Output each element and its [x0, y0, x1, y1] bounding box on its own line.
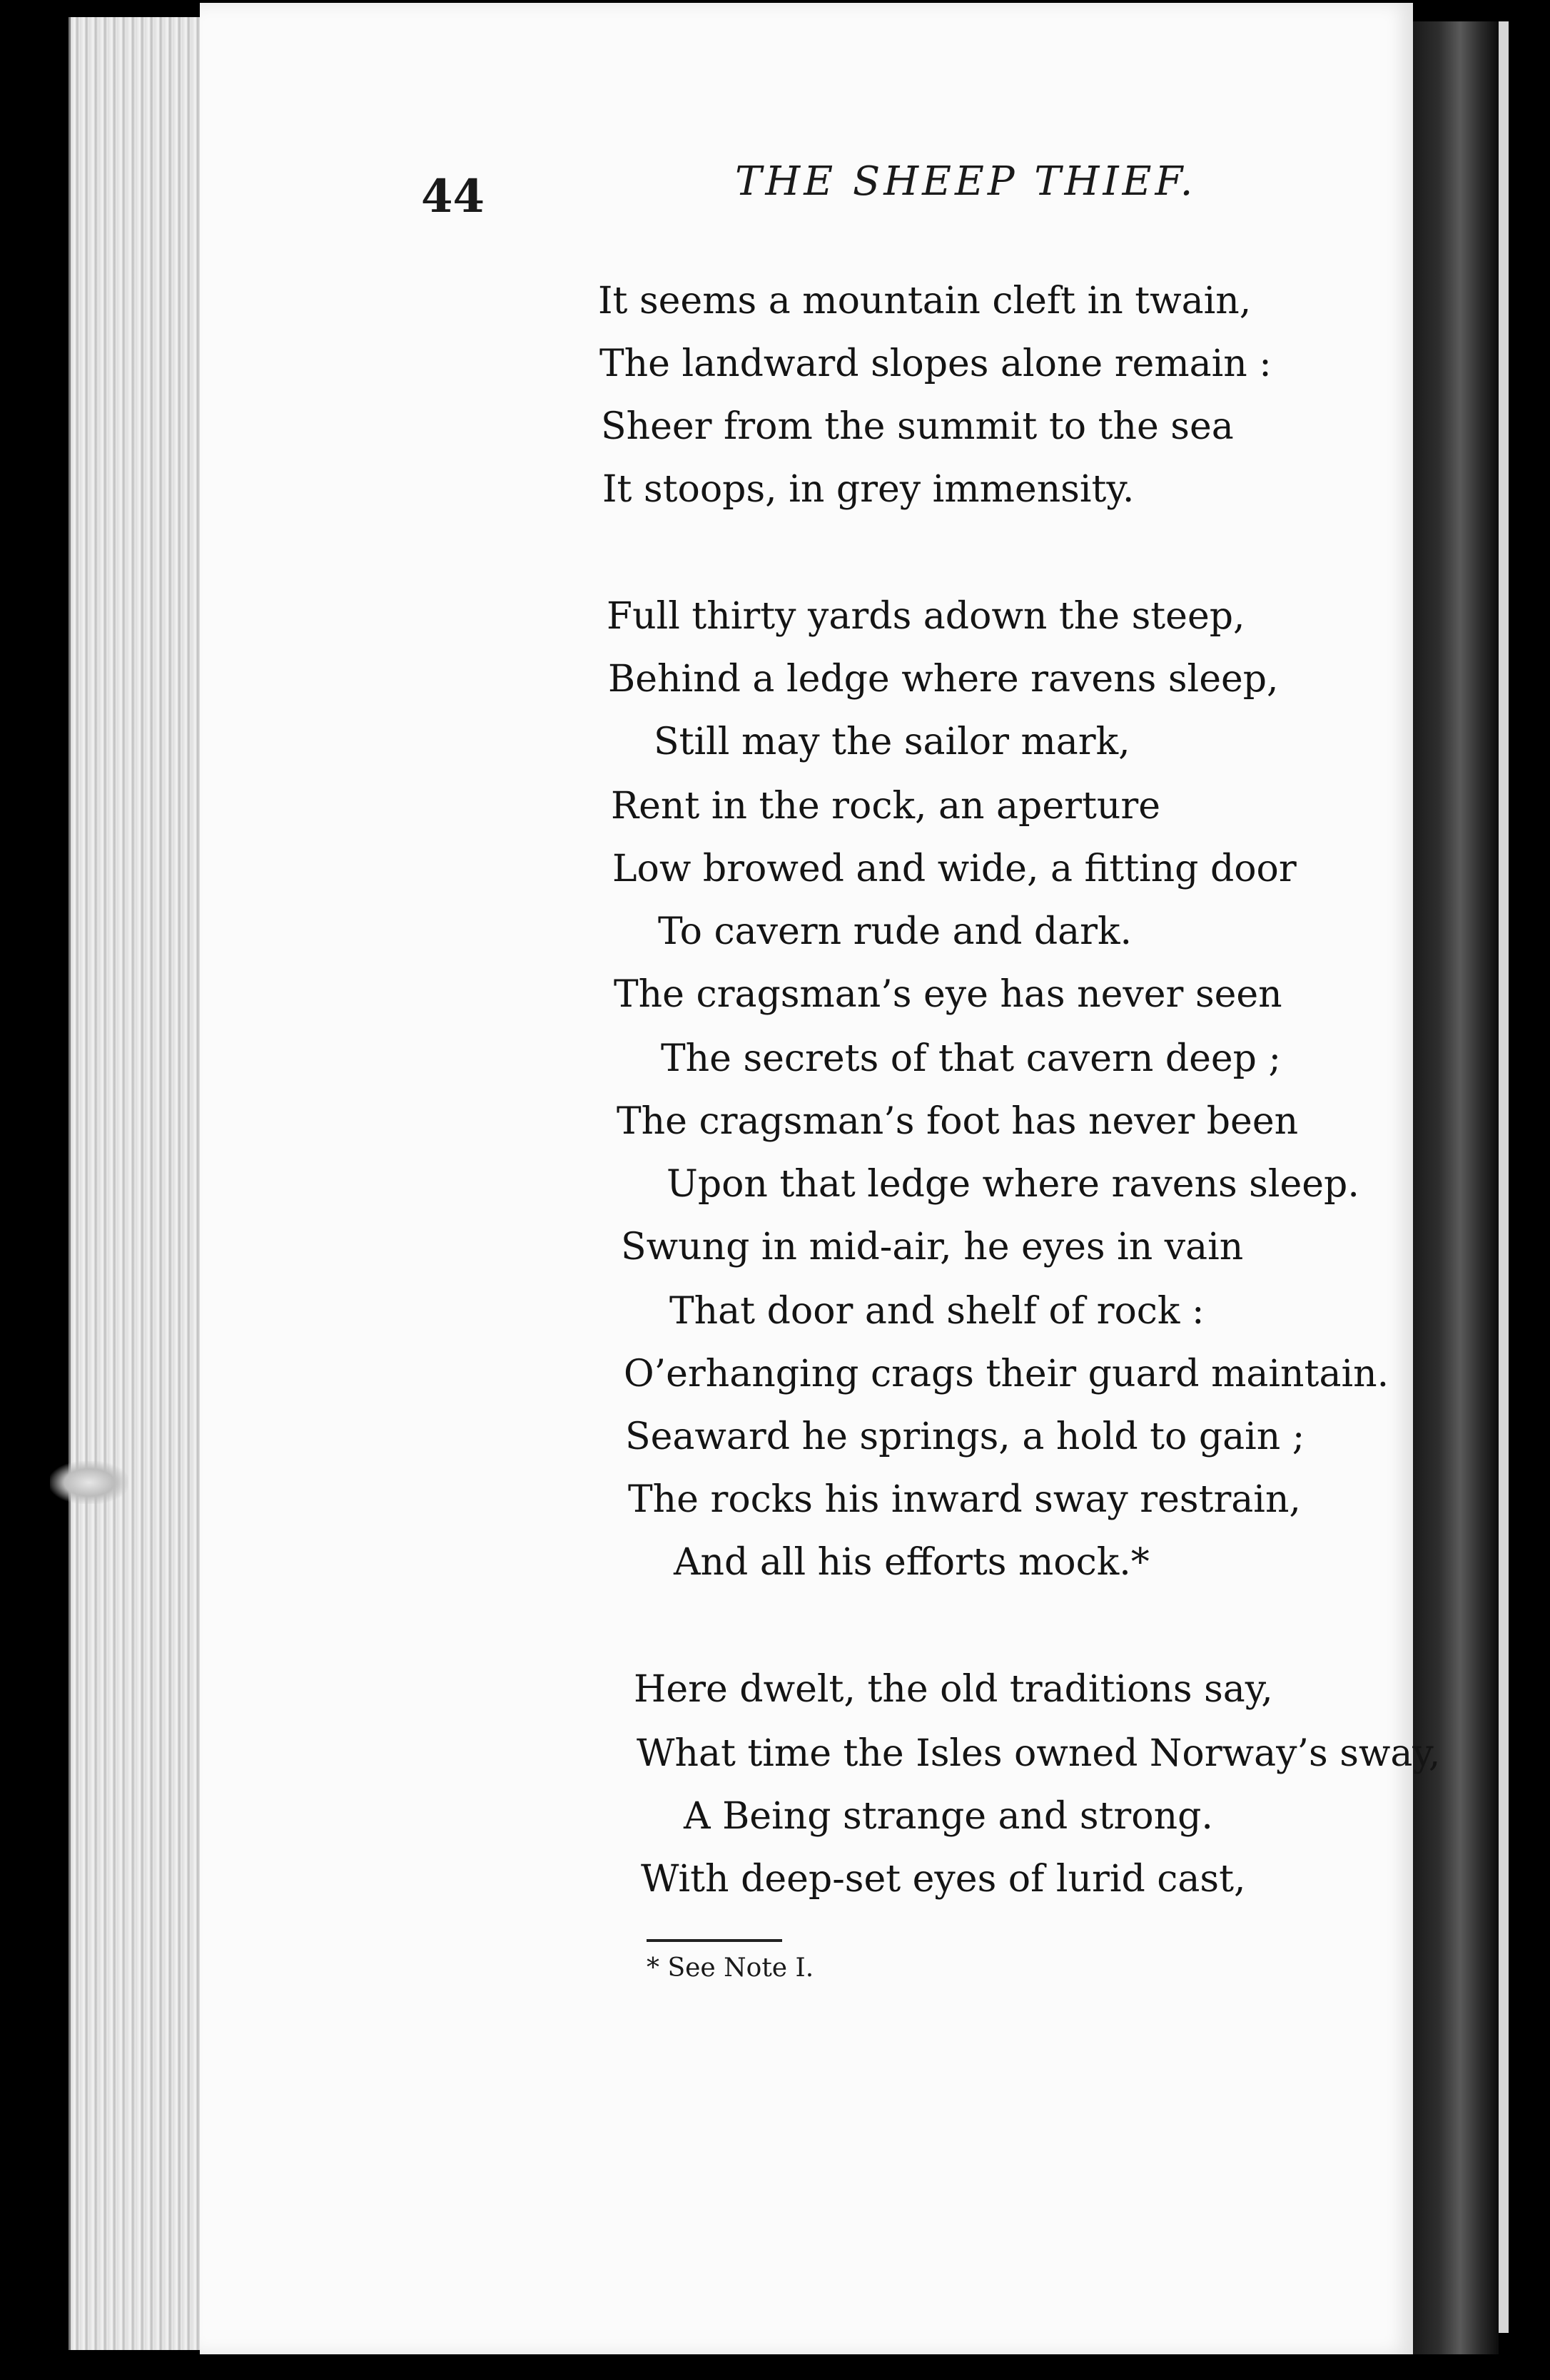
poem-line: With deep-set eyes of lurid cast, [641, 1858, 1246, 1901]
poem-line: A Being strange and strong. [684, 1795, 1213, 1838]
poem-line: Seaward he springs, a hold to gain ; [625, 1415, 1305, 1458]
poem-line: Behind a ledge where ravens sleep, [608, 658, 1279, 701]
poem-line: To cavern rude and dark. [658, 910, 1133, 953]
poem-line: The cragsman’s eye has never seen [614, 973, 1282, 1016]
page-edges [69, 17, 213, 2350]
poem-line: Sheer from the summit to the sea [601, 405, 1234, 448]
poem-line: Still may the sailor mark, [654, 721, 1130, 763]
poem-line: The cragsman’s foot has never been [617, 1100, 1299, 1143]
poem-line: Rent in the rock, an aperture [611, 785, 1160, 828]
running-head: THE SHEEP THIEF. [735, 158, 1197, 205]
poem-line: It stoops, in grey immensity. [602, 468, 1135, 511]
poem-line: O’erhanging crags their guard maintain. [624, 1353, 1389, 1395]
poem-line: And all his efforts mock.* [674, 1541, 1150, 1584]
poem-line: What time the Isles owned Norway’s sway, [637, 1732, 1441, 1775]
book-spine [1413, 21, 1499, 2354]
poem-line: Low browed and wide, a fitting door [612, 848, 1297, 890]
poem-line: Full thirty yards adown the steep, [607, 595, 1245, 638]
poem-line: Swung in mid-air, he eyes in vain [621, 1226, 1244, 1268]
footnote-rule [647, 1939, 782, 1942]
footnote: * See Note I. [647, 1953, 814, 1983]
paper-stain [50, 1461, 128, 1504]
poem-line: It seems a mountain cleft in twain, [598, 280, 1252, 322]
poem-line: That door and shelf of rock : [669, 1290, 1205, 1333]
poem-line: The rocks his inward sway restrain, [628, 1478, 1301, 1521]
poem-line: The landward slopes alone remain : [599, 342, 1272, 385]
page-number: 44 [421, 170, 485, 223]
poem-line: Here dwelt, the old traditions say, [634, 1668, 1273, 1711]
poem-line: The secrets of that cavern deep ; [661, 1037, 1282, 1080]
book-spine-edge [1499, 21, 1509, 2333]
poem-line: Upon that ledge where ravens sleep. [667, 1163, 1359, 1206]
